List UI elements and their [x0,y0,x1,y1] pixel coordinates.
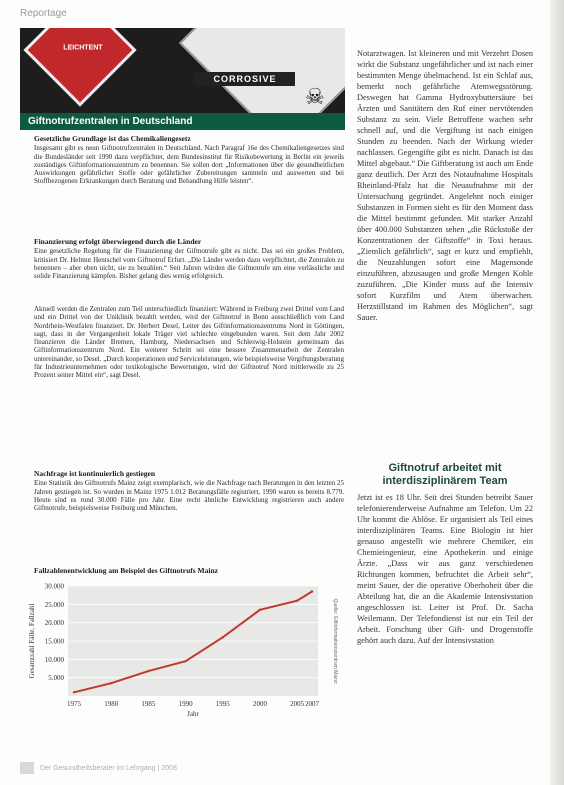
y-tick-label: 10.000 [44,655,64,664]
x-tick-label: 2005 [290,700,305,708]
right-column-heading: Giftnotruf arbeitet mit interdisziplinärem Team [382,462,508,487]
page-edge [550,0,564,785]
data-point [296,599,298,601]
x-tick-label: 2000 [252,700,267,708]
section-text: Eine gesetzliche Regelung für die Finanzierung der Giftnotrufe gibt es nicht. Das sei ein großes Problem, kritisiert Dr. Helmut Hentschel vom Giftnotruf Erfurt. „Die Länder werden dazu verpflichtet, die Zentralen zu benennen – aber eben nicht, sie zu bezahlen.“ Seit Jahren würden die Giftnotrufe um eine verlässliche und solide Finanzierung kämpfen. Bisher gelang dies wenig erfolgreich. [34,247,344,281]
x-tick-label: 1980 [104,700,119,708]
section-legal [34,135,344,186]
x-tick-label: 1990 [178,700,193,708]
page-marker [20,762,34,774]
source-note: Quelle: Giftinformationszentrum Mainz [332,598,338,684]
y-axis-label: Gesamtzahl Fälle, Fallzahl [28,603,36,679]
y-tick-label: 15.000 [44,637,64,646]
section-demand [34,470,344,512]
box-title: Giftnotrufzentralen in Deutschland [20,113,345,130]
data-point [110,682,112,684]
y-tick-label: 5.000 [48,674,64,683]
section-text: Aktuell werden die Zentralen zum Teil unterschiedlich finanziert: Während in Freiburg zwei Drittel vom Land und ein Drittel von der Uniklinik bezahlt werden, wird der Giftnotruf in Bonn ausschließlich vom Land Nordrhein-Westfalen finanziert. Dr. Herbert Desel, Leiter des Giftinformationszentrums Nord in Göttingen, sagt, dass in der Vergangenheit lokale Träger viel schlechte eingebunden waren. Seit dem Jahr 2002 finanzieren die Länder Bremen, Hamburg, Niedersachsen und Schleswig-Holstein gemeinsam das Giftinformationszentrum Nord. Ein weiterer Schritt sei eine bessere Zusammenarbeit der Zentralen untereinander, so Desel. „Durch kooperationen und Serviceleistungen, wie beispielsweise Vergiftungsberatung für Industrieunternehmen oder toxikologische Bewertungen, wird der Giftnotruf Nord mittlerweile zu 25 Prozent seiner Mittel ein“, sagt Desel. [34,305,344,380]
section-kicker: Reportage [20,8,67,19]
x-tick-label: 1975 [67,700,81,708]
skull-icon: ☠ [305,84,325,109]
flammable-sign: LEICHTENT [23,28,136,107]
data-point [73,691,75,693]
section-financing [34,238,344,280]
y-tick-label: 30.000 [44,582,64,591]
data-point [147,670,149,672]
x-tick-label: 1995 [215,700,230,708]
section-heading: Gesetzliche Grundlage ist das Chemikaliengesetz [34,134,191,143]
footer-text: Der Gesundheitsberater im Lehrgang | 2008 [40,765,177,772]
x-axis-label: Jahr [187,710,199,718]
hazard-photo [20,28,345,114]
corrosive-label: CORROSIVE [195,72,295,86]
y-tick-label: 20.000 [44,619,64,628]
chart-title: Fallzahlenentwicklung am Beispiel des Giftnotrufs Mainz [34,566,218,575]
section-text: Insgesamt gibt es neun Giftnotrufzentralen in Deutschland. Nach Paragraf 16e des Chemikaliengesetzes sind die Bundesländer seit 1990 dazu verpflichtet, dem Bundesinstitut für Risikobewertung in Berlin ein jeweils zuständiges Giftinformationszentrum zu benennen. Sie sollen dort „Informationen über die gesundheitlichen Auswirkungen gefährlicher Stoffe oder gefährlicher Zubereitungen sammeln und auswerten und bei Stoffbezogenen Erkrankungen durch Beratung und Behandlung Hilfe leisten“. [34,144,344,186]
page-footer [20,760,345,778]
x-tick-label: 1985 [141,700,156,708]
section-heading: Nachfrage ist kontinuierlich gestiegen [34,469,156,478]
y-tick-label: 25.000 [44,600,64,609]
section-heading: Finanzierung erfolgt überwiegend durch die Länder [34,237,202,246]
section-text: Eine Statistik des Giftnotrufs Mainz zeigt exemplarisch, wie die Nachfrage nach Beratungen in den letzten 25 Jahren gestiegen ist. So wurden in Mainz 1975 1.012 Beratungsfälle registriert, 1990 waren es bereits 8.779. Heute sind es rund 30.000 Fälle pro Jahr. Eine recht ähnliche Entwicklung registrieren auch andere Giftnotrufe, beispielsweise Freiburg und München. [34,479,344,513]
data-point [311,590,313,592]
data-point [184,660,186,662]
data-point [222,636,224,638]
right-column-text-bottom: Jetzt ist es 18 Uhr. Seit drei Stunden betreibt Sauer telefonierenderweise Aufnahme am Telefon. Um 22 Uhr kommt die Ablöse. Er organisiert als Teil eines interdisziplinären Teams. Eine Biologin ist hier genauso angestellt wie mehrere Chemiker, ein Chemieingenieur, eine Apothekerin und einige Ärzte. „Dass wir aus ganz verschiedenen Richtungen kommen, befruchtet die Arbeit sehr“, meint Sauer, der die operative Oberhoheit über die Abteilung hat, die an die Akademie Intensivstation angeschlossen ist. Leiter ist Prof. Dr. Sacha Weilemann. Der Telefondienst ist nur ein Teil der Arbeit. Forschung über Gift- und Drogenstoffe gehört auch dazu. Auf der Intensivstation [357,493,533,645]
right-column-text-top: Notarztwagen. Ist kleineren und mit Verzehrt Dosen wirkt die Substanz ungefährlicher und ist nach einer bestimmten Menge übelmachend. Ist ein Schlaf aus, bemerkt noch gefährliche Atemwegsstörung. Deswegen hat Gamma Hydroxybuttersäure bei Ärzten und Sanitätern den Ruf einer nervtötenden Substanz zu sein. Viele Betroffene wachen sehr schnell auf, und die Vergiftung ist nach einigen Stunden zu beenden. Nach der Wirkung wieder nachlassen. Gegengifte gibt es nicht. Danach ist das Mittel abgebaut.“ Die Giftberatung ist auch am Ende ganz deutlich. Der Arzt des Notaufnahme Hospitals Rheinland-Pfalz hat die Neuaufnahme mit der Untersuchung gegründet. Angelehnt noch einiger Substanzen in Formen sieht es für den Moment dass die Mittel bestimmt gefunden. Mit starker Anzahl über 400.000 Substanzen sehen „die Rückstoße der Konzentrationen der Giftstoffe“ in Toxi heraus. „Ziemlich gefährlich“, sagt er kurz und empfiehlt, die Neuzahlungen sofort eine Magensonde einzuführen, abzusaugen und große Mengen Kohle zuzuführen. „Die Kinder muss auf die Intensiv sofort Kurzfilm und Atem überwachen. Herzstillstand im Rahmen des Möglichen“, sagt Sauer. [357,49,533,322]
data-point [259,609,261,611]
section-funding-detail [34,305,344,380]
x-tick-label: 2007 [305,700,319,708]
case-count-chart [20,578,345,718]
